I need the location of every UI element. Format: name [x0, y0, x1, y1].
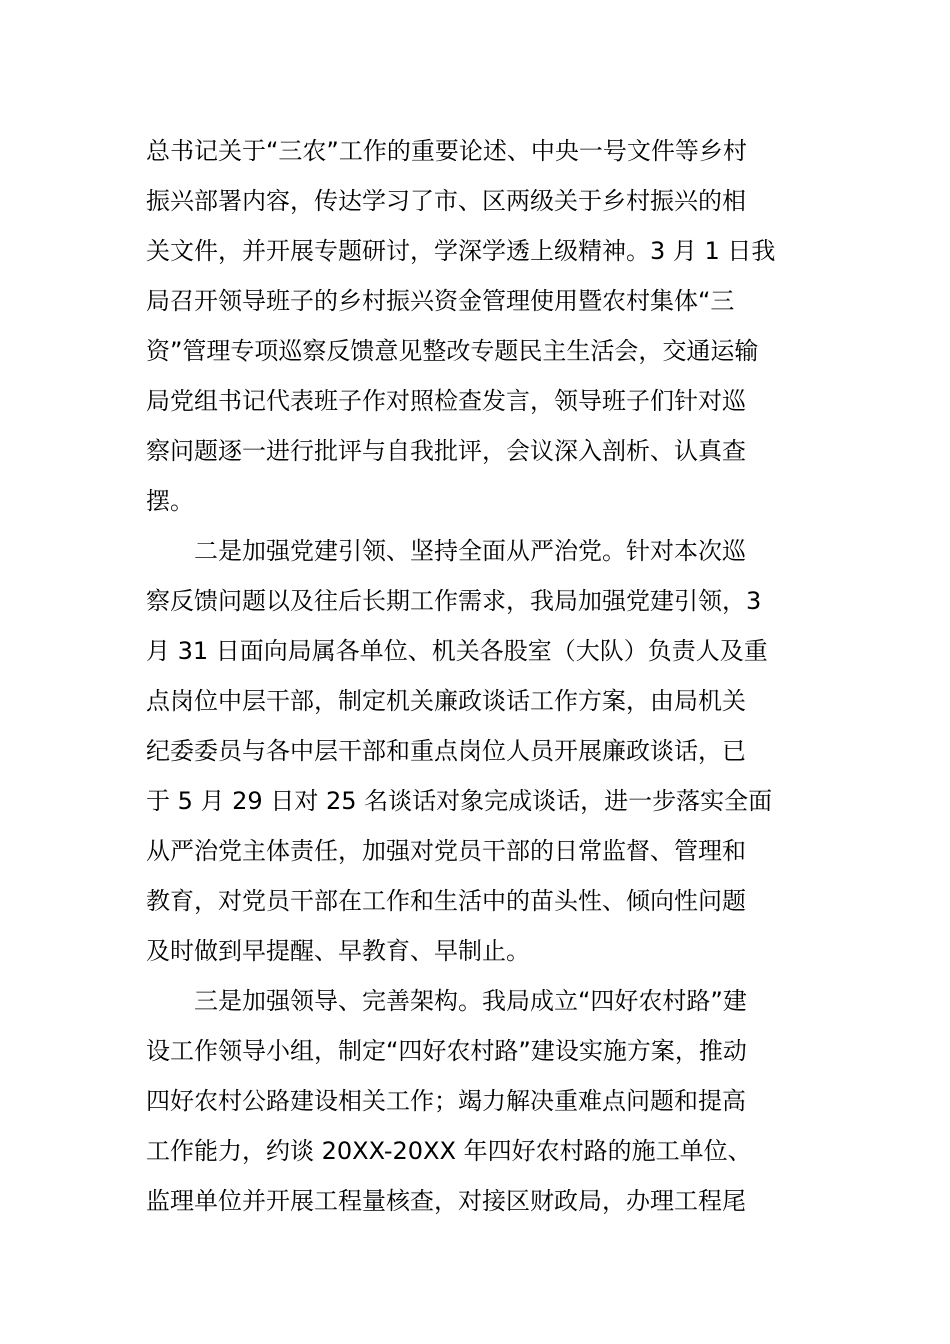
text-line: 局召开领导班子的乡村振兴资金管理使用暨农村集体“三: [146, 287, 735, 315]
text-line: 资”管理专项巡察反馈意见整改专题民主生活会，交通运输: [146, 337, 759, 365]
text-line: 局党组书记代表班子作对照检查发言，领导班子们针对巡: [146, 387, 746, 415]
text-line: 监理单位并开展工程量核查，对接区财政局，办理工程尾: [146, 1187, 746, 1215]
text-line: 察问题逐一进行批评与自我批评，会议深入剖析、认真查: [146, 437, 746, 465]
text-line: 关文件，并开展专题研讨，学深学透上级精神。3 月 1 日我: [146, 237, 776, 265]
text-line: 月 31 日面向局属各单位、机关各股室（大队）负责人及重: [146, 637, 768, 665]
text-line: 从严治党主体责任，加强对党员干部的日常监督、管理和: [146, 837, 746, 865]
text-line: 总书记关于“三农”工作的重要论述、中央一号文件等乡村: [146, 137, 747, 165]
body-text: [146, 126, 806, 1226]
text-line: 察反馈问题以及往后长期工作需求，我局加强党建引领，3: [146, 587, 762, 615]
paragraph-heading-line: 二是加强党建引领、坚持全面从严治党。针对本次巡: [194, 537, 746, 565]
text-line: 工作能力，约谈 20XX-20XX 年四好农村路的施工单位、: [146, 1137, 752, 1165]
text-line: 纪委委员与各中层干部和重点岗位人员开展廉政谈话，已: [146, 737, 746, 765]
text-line: 设工作领导小组，制定“四好农村路”建设实施方案，推动: [146, 1037, 747, 1065]
text-line: 振兴部署内容，传达学习了市、区两级关于乡村振兴的相: [146, 187, 746, 215]
paragraph-heading-line: 三是加强领导、完善架构。我局成立“四好农村路”建: [194, 987, 747, 1015]
text-line: 点岗位中层干部，制定机关廉政谈话工作方案，由局机关: [146, 687, 746, 715]
text-line: 四好农村公路建设相关工作；竭力解决重难点问题和提高: [146, 1087, 746, 1115]
text-line: 于 5 月 29 日对 25 名谈话对象完成谈话，进一步落实全面: [146, 787, 773, 815]
text-line: 及时做到早提醒、早教育、早制止。: [146, 937, 530, 965]
text-line: 摆。: [146, 487, 194, 515]
text-line: 教育，对党员干部在工作和生活中的苗头性、倾向性问题: [146, 887, 746, 915]
